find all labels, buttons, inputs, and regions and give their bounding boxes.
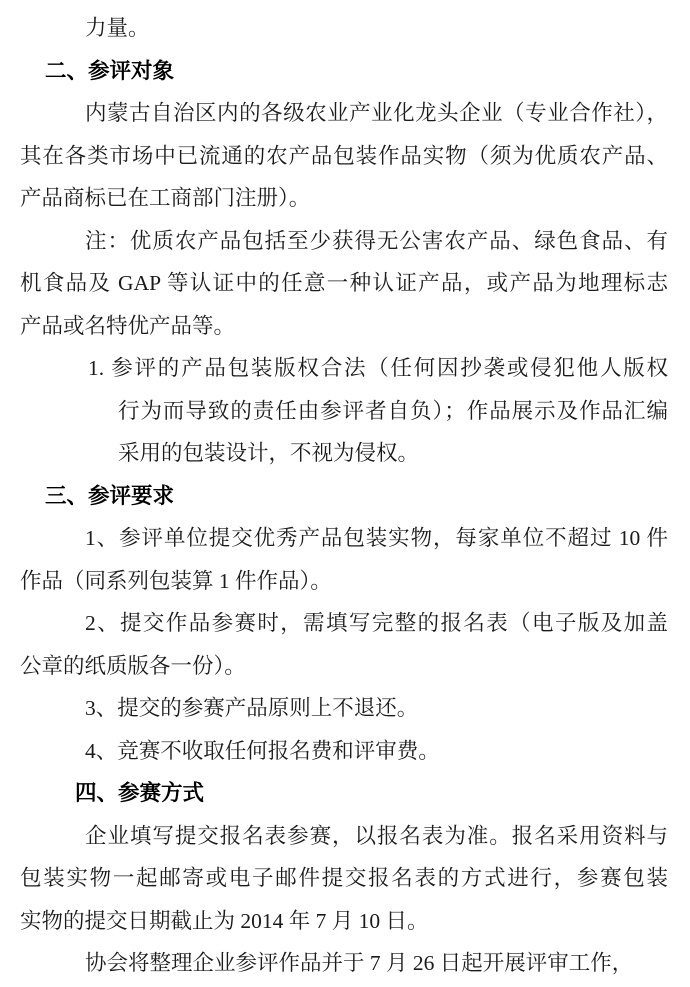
doc-line: 协会将整理企业参评作品并于 7 月 26 日起开展评审工作， [85,951,634,975]
list-item-line: 1. 参评的产品包装版权合法（任何因抄袭或侵犯他人版权 [88,356,668,380]
list-item-line: 采用的包装设计，不视为侵权。 [118,441,420,465]
doc-line: 1、参评单位提交优秀产品包装实物，每家单位不超过 10 件 [85,526,668,550]
doc-line: 包装实物一起邮寄或电子邮件提交报名表的方式进行，参赛包装 [20,866,668,890]
doc-line: 作品（同系列包装算 1 件作品）。 [20,568,332,593]
list-item-line: 行为而导致的责任由参评者自负）；作品展示及作品汇编 [118,398,668,423]
doc-line: 注：优质农产品包括至少获得无公害农产品、绿色食品、有 [85,228,668,253]
section-heading-4: 四、参赛方式 [75,781,205,805]
doc-line: 产品商标已在工商部门注册）。 [20,186,311,210]
doc-line: 实物的提交日期截止为 2014 年 7 月 10 日。 [20,908,429,933]
doc-line: 3、提交的参赛产品原则上不退还。 [85,696,419,720]
doc-line: 产品或名特优产品等。 [20,313,236,338]
doc-line: 2、提交作品参赛时，需填写完整的报名表（电子版及加盖 [85,611,668,635]
doc-line: 4、竞赛不收取任何报名费和评审费。 [85,738,440,763]
section-heading-2: 二、参评对象 [45,58,175,83]
doc-line: 内蒙古自治区内的各级农业产业化龙头企业（专业合作社）， [85,101,668,125]
doc-line: 力量。 [85,16,150,40]
doc-line: 企业填写提交报名表参赛，以报名表为准。报名采用资料与 [85,823,668,848]
section-heading-3: 三、参评要求 [45,483,175,508]
doc-line: 其在各类市场中已流通的农产品包装作品实物（须为优质农产品、 [20,143,668,168]
doc-line: 公章的纸质版各一份）。 [20,653,246,678]
doc-line: 机食品及 GAP 等认证中的任意一种认证产品，或产品为地理标志 [20,271,668,295]
